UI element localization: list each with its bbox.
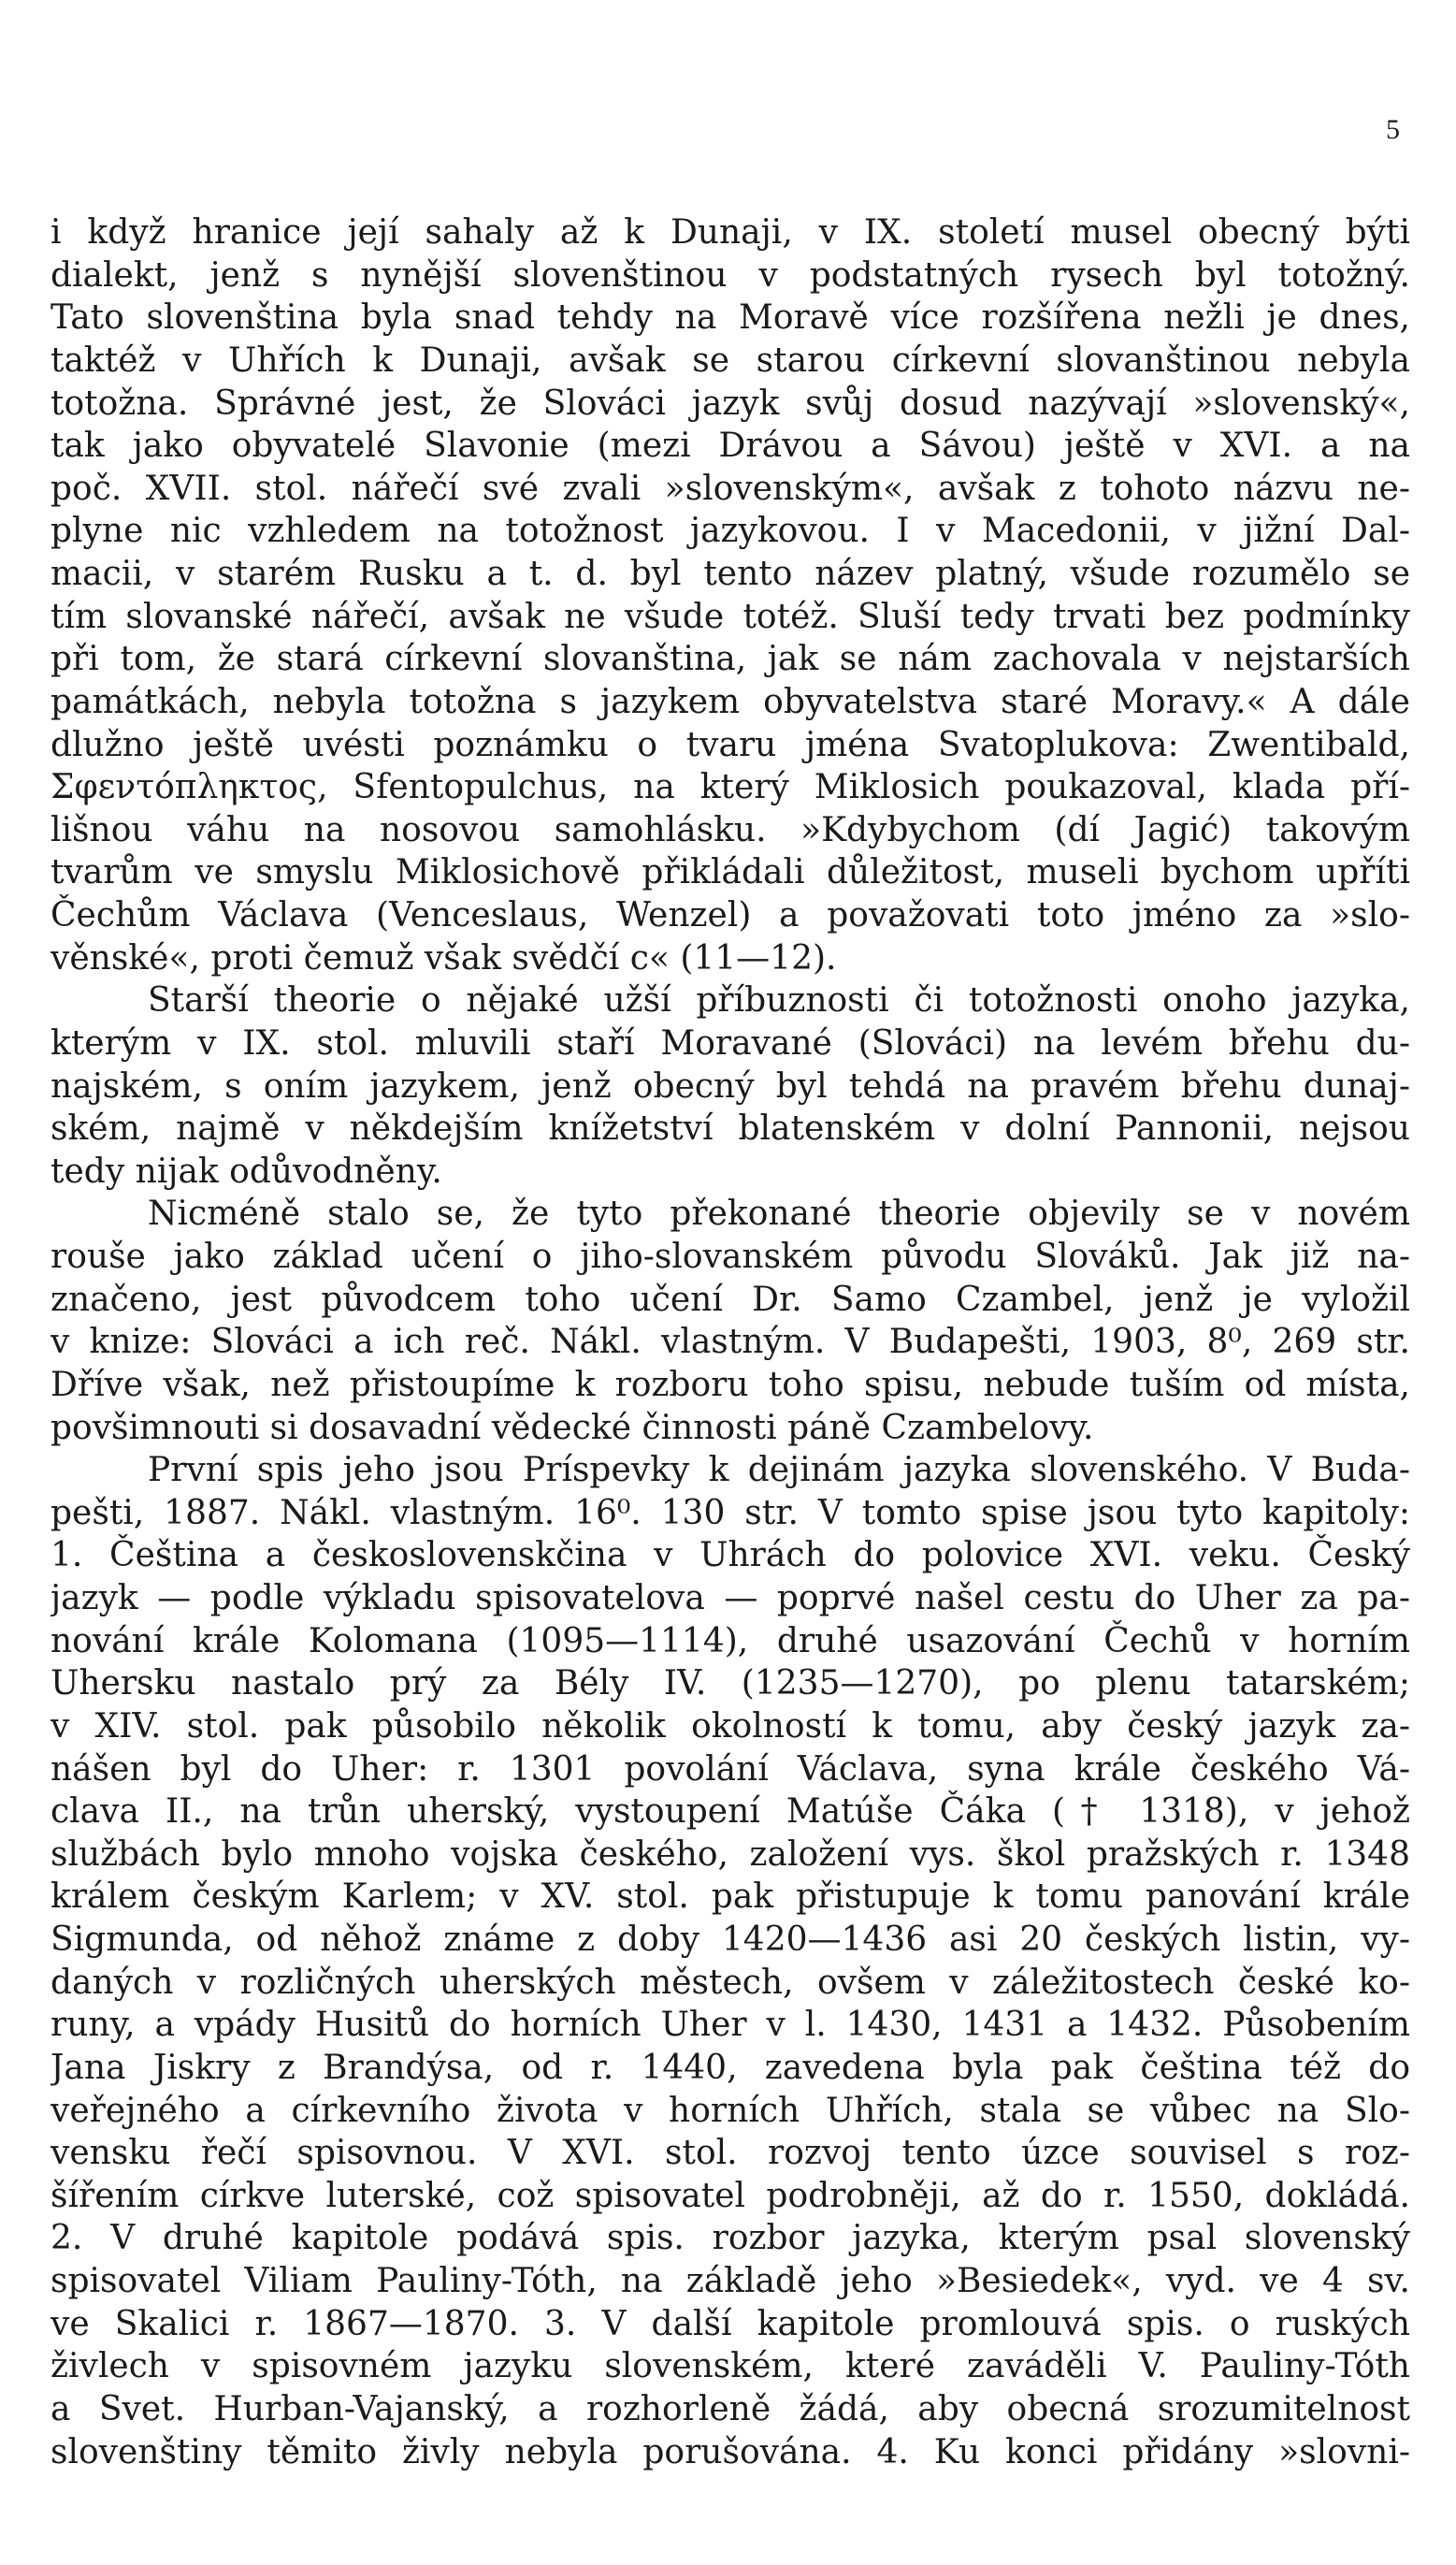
text-line: Σφεντόπληκτος, Sfentopulchus, na který Miklosich poukazoval, klada pří- — [50, 768, 1410, 807]
text-line: najském, s oním jazykem, jenž obecný byl tehdá na pravém břehu dunaj- — [50, 1066, 1410, 1106]
text-line: tedy nijak odůvodněny. — [50, 1152, 442, 1191]
text-line: dialekt, jenž s nynější slovenštinou v podstatných rysech byl totožný. — [50, 255, 1410, 295]
text-line: ském, najmě v někdejším knížetství blatenském v dolní Pannonii, nejsou — [50, 1109, 1410, 1149]
text-line: povšimnouti si dosavadní vědecké činnosti páně Czambelovy. — [50, 1408, 1094, 1447]
text-line: tak jako obyvatelé Slavonie (mezi Drávou a Sávou) ještě v XVI. a na — [50, 427, 1410, 466]
text-line: památkách, nebyla totožna s jazykem obyvatelstva staré Moravy.« A dále — [50, 682, 1410, 721]
text-line: Jana Jiskry z Brandýsa, od r. 1440, zavedena byla pak čeština též do — [50, 2048, 1410, 2087]
text-line: kterým v IX. stol. mluvili staří Moravané (Slováci) na levém břehu du- — [50, 1023, 1410, 1063]
text-line: šířením církve luterské, což spisovatel podrobněji, až do r. 1550, dokládá. — [50, 2176, 1410, 2215]
text-line: daných v rozličných uherských městech, ovšem v záležitostech české ko- — [50, 1963, 1410, 2002]
text-line: totožna. Správné jest, že Slováci jazyk svůj dosud nazývají »slovenský«, — [50, 384, 1410, 423]
text-line: jazyk — podle výkladu spisovatelova — poprvé našel cestu do Uher za pa- — [50, 1579, 1410, 1617]
text-line: značeno, jest původcem toho učení Dr. Samo Czambel, jenž je vyložil — [50, 1280, 1410, 1319]
text-line: a Svet. Hurban-Vajanský, a rozhorleně žádá, aby obecná srozumitelnost — [50, 2389, 1410, 2428]
text-line: dlužno ještě uvésti poznámku o tvaru jména Svatoplukova: Zwentibald, — [50, 725, 1410, 764]
text-line: Tato slovenština byla snad tehdy na Moravě více rozšířena nežli je dnes, — [50, 298, 1410, 338]
text-line: vensku řečí spisovnou. V XVI. stol. rozvoj tento úzce souvisel s roz- — [50, 2134, 1410, 2173]
text-line: 2. V druhé kapitole podává spis. rozbor jazyka, kterým psal slovenský — [50, 2219, 1410, 2258]
text-line: runy, a vpády Husitů do horních Uher v l. 1430, 1431 a 1432. Působením — [50, 2006, 1410, 2045]
text-line: macii, v starém Rusku a t. d. byl tento název platný, všude rozumělo se — [50, 555, 1410, 593]
text-line: Čechům Václava (Venceslaus, Wenzel) a považovati toto jméno za »slo- — [50, 896, 1410, 935]
text-line: Dříve však, než přistoupíme k rozboru toho spisu, nebude tuším od místa, — [50, 1365, 1410, 1404]
text-line: poč. XVII. stol. nářečí své zvali »slovenským«, avšak z tohoto názvu ne- — [50, 469, 1410, 508]
text-line: pešti, 1887. Nákl. vlastným. 16⁰. 130 str. V tomto spise jsou tyto kapitoly: — [50, 1493, 1410, 1532]
text-line: taktéž v Uhřích k Dunaji, avšak se starou církevní slovanštinou nebyla — [50, 341, 1410, 380]
text-line: králem českým Karlem; v XV. stol. pak přistupuje k tomu panování krále — [50, 1877, 1410, 1917]
text-line: živlech v spisovném jazyku slovenském, které zaváděli V. Pauliny-Tóth — [50, 2347, 1410, 2386]
text-line: 1. Čeština a československčina v Uhrách do polovice XVI. veku. Český — [50, 1536, 1410, 1575]
text-line: službách bylo mnoho vojska českého, založení vys. škol pražských r. 1348 — [50, 1834, 1410, 1874]
text-line: tvarům ve smyslu Miklosichově přikládali důležitost, museli bychom upříti — [50, 853, 1410, 892]
text-line: spisovatel Viliam Pauliny-Tóth, na základě jeho »Besiedek«, vyd. ve 4 sv. — [50, 2262, 1410, 2300]
text-line: v knize: Slováci a ich reč. Nákl. vlastným. V Budapešti, 1903, 8⁰, 269 str. — [50, 1323, 1410, 1362]
text-line: plyne nic vzhledem na totožnost jazykovou. I v Macedonii, v jižní Dal- — [50, 512, 1410, 551]
page-number: 5 — [1386, 114, 1400, 145]
text-line: Starší theorie o nějaké užší příbuznosti či totožnosti onoho jazyka, — [148, 981, 1410, 1021]
text-line: tím slovanské nářečí, avšak ne všude totéž. Sluší tedy trvati bez podmínky — [50, 597, 1410, 636]
text-line: Sigmunda, od něhož známe z doby 1420—1436 asi 20 českých listin, vy- — [50, 1920, 1410, 1959]
text-line: nování krále Kolomana (1095—1114), druhé usazování Čechů v horním — [50, 1621, 1410, 1660]
text-line: slovenštiny těmito živly nebyla porušována. 4. Ku konci přidány »slovni- — [50, 2432, 1410, 2471]
text-line: rouše jako základ učení o jiho-slovanském původu Slováků. Jak již na- — [50, 1238, 1410, 1276]
text-line: v XIV. stol. pak působilo několik okolností k tomu, aby český jazyk za- — [50, 1706, 1410, 1746]
text-line: Uhersku nastalo prý za Bély IV. (1235—1270), po plenu tatarském; — [50, 1664, 1410, 1703]
text-line: První spis jeho jsou Príspevky k dejinám jazyka slovenského. V Buda- — [148, 1451, 1410, 1490]
text-line: i když hranice její sahaly až k Dunaji, v IX. století musel obecný býti — [50, 213, 1410, 252]
text-line: clava II., na trůn uherský, vystoupení Matúše Čáka († 1318), v jehož — [50, 1792, 1410, 1832]
text-line: ve Skalici r. 1867—1870. 3. V další kapitole promlouvá spis. o ruských — [50, 2304, 1410, 2343]
text-line: lišnou váhu na nosovou samohlásku. »Kdybychom (dí Jagić) takovým — [50, 810, 1410, 849]
text-line: nášen byl do Uher: r. 1301 povolání Václava, syna krále českého Vá- — [50, 1749, 1410, 1789]
text-line: veřejného a církevního života v horních Uhřích, stala se vůbec na Slo- — [50, 2091, 1410, 2130]
text-line: Nicméně stalo se, že tyto překonané theorie objevily se v novém — [148, 1195, 1410, 1234]
text-line: při tom, že stará církevní slovanština, jak se nám zachovala v nejstarších — [50, 640, 1410, 679]
text-line: věnské«, proti čemuž však svědčí c« (11—12). — [50, 938, 837, 978]
body-text — [50, 211, 1410, 2473]
